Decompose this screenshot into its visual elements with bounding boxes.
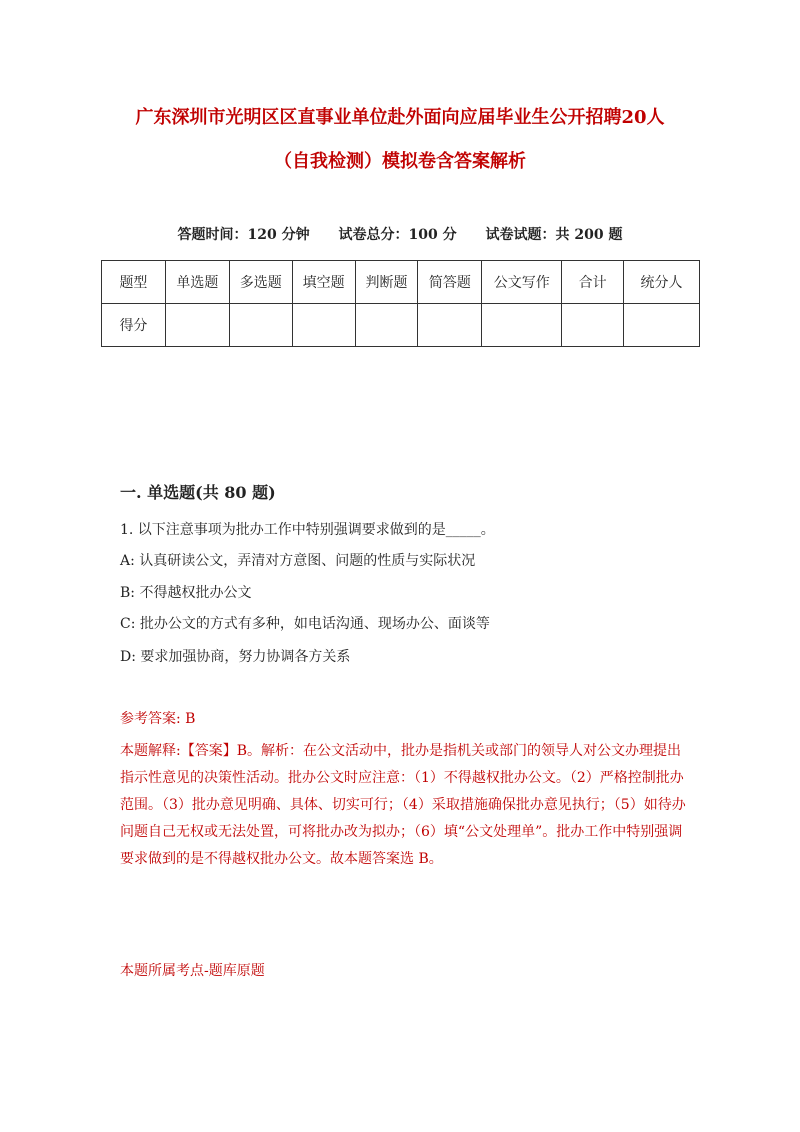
reference-answer: 参考答案: B (120, 711, 196, 727)
document-title-line2: （自我检测）模拟卷含答案解析 (274, 151, 526, 172)
exam-meta (100, 224, 700, 244)
answer-explanation: 本题解释:【答案】B。解析：在公文活动中，批办是指机关或部门的领导人对公文办理提出指示性意见的决策性活动。批办公文时应注意：（1）不得越权批办公文。（2）严格控制批办范围。（3）批办意见明确、具体、切实可行；（4）采取措施确保批办意见执行；（5）如待办问题自己无权或无法处置，可将批办改为拟办；（6）填“公文处理单”。批办工作中特别强调要求做到的是不得越权批办公文。故本题答案选 B。 (120, 743, 686, 867)
score-table-score-row (102, 304, 700, 347)
score-row-label: 得分 (102, 304, 166, 347)
section-title: 一. 单选题(共 80 题) (120, 483, 276, 502)
exam-question-count: 试卷试题：共 200 题 (485, 227, 623, 243)
score-table-header-cell: 合计 (562, 261, 624, 304)
score-cell (624, 304, 700, 347)
exam-total-score: 试卷总分：100 分 (338, 227, 457, 243)
score-table-header-cell: 简答题 (418, 261, 482, 304)
score-table-header-cell: 判断题 (355, 261, 418, 304)
score-table-header-cell: 多选题 (229, 261, 292, 304)
document-title-line1: 广东深圳市光明区区直事业单位赴外面向应届毕业生公开招聘20人 (135, 107, 665, 128)
score-table-header-row (102, 261, 700, 304)
score-cell (562, 304, 624, 347)
score-cell (418, 304, 482, 347)
score-table-header-cell: 题型 (102, 261, 166, 304)
score-cell (292, 304, 355, 347)
score-cell (165, 304, 229, 347)
option-a: A: 认真研读公文，弄清对方意图、问题的性质与实际状况 (120, 553, 476, 569)
score-table-header-cell: 统分人 (624, 261, 700, 304)
option-c: C: 批办公文的方式有多种，如电话沟通、现场办公、面谈等 (120, 616, 490, 632)
question-stem: 1. 以下注意事项为批办工作中特别强调要求做到的是_____。 (120, 522, 495, 538)
option-d: D: 要求加强协商，努力协调各方关系 (120, 649, 351, 665)
score-table (101, 260, 700, 347)
score-cell (229, 304, 292, 347)
score-table-header-cell: 单选题 (165, 261, 229, 304)
score-cell (482, 304, 562, 347)
option-b: B: 不得越权批办公文 (120, 585, 252, 601)
score-table-header-cell: 公文写作 (482, 261, 562, 304)
question-source: 本题所属考点-题库原题 (120, 963, 265, 979)
exam-time: 答题时间：120 分钟 (177, 227, 310, 243)
score-cell (355, 304, 418, 347)
score-table-header-cell: 填空题 (292, 261, 355, 304)
